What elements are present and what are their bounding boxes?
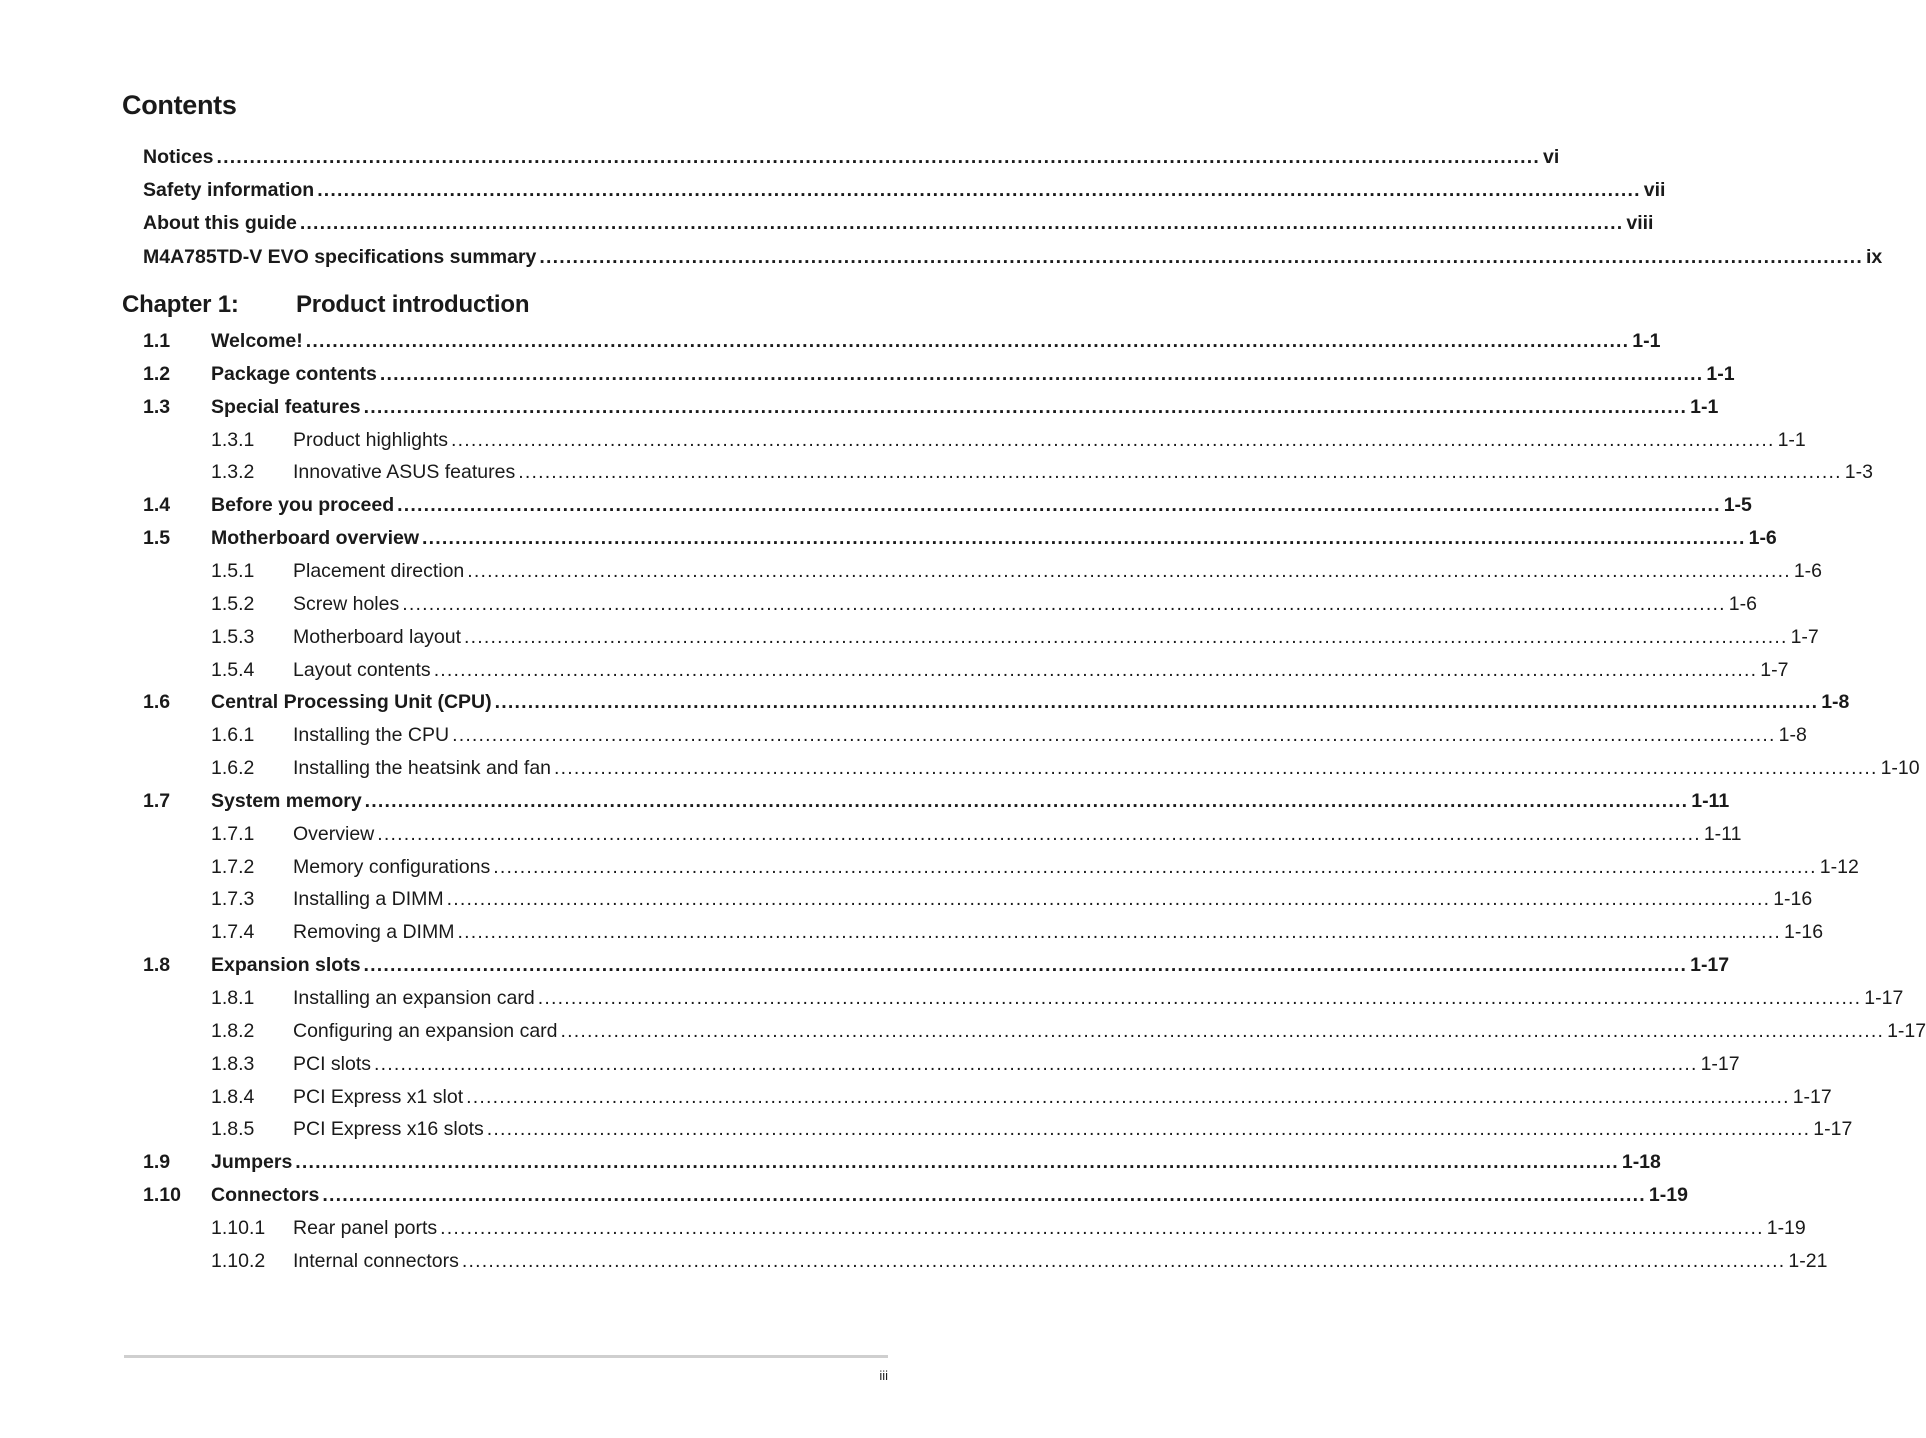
dot-leader: ........................................................................................................................................................................................................ bbox=[486, 1118, 1811, 1141]
toc-subsection-item[interactable] bbox=[211, 459, 1873, 485]
toc-subsection-item[interactable] bbox=[211, 1248, 1828, 1274]
entry-page-number: 1-17 bbox=[1864, 987, 1904, 1009]
dot-leader: ........................................................................................................................................................................................................ bbox=[467, 559, 1791, 582]
entry-number: 1.1 bbox=[143, 330, 171, 352]
toc-subsection-item[interactable] bbox=[211, 624, 1819, 650]
entry-number: 1.3 bbox=[143, 395, 171, 418]
dot-leader: ........................................................................................................................................................................................................ bbox=[363, 954, 1688, 977]
entry-page-number: viii bbox=[1626, 212, 1654, 235]
entry-number: 1.7.1 bbox=[211, 822, 255, 845]
dot-leader: ........................................................................................................................................................................................................ bbox=[364, 789, 1689, 812]
entry-page-number: 1-11 bbox=[1703, 822, 1742, 845]
dot-leader: ........................................................................................................................................................................................................ bbox=[322, 1184, 1646, 1207]
toc-front-matter-item[interactable] bbox=[143, 177, 1666, 203]
entry-page-number: 1-11 bbox=[1691, 789, 1730, 812]
entry-page-number: 1-7 bbox=[1760, 658, 1789, 681]
entry-number: 1.8.5 bbox=[211, 1118, 255, 1141]
entry-page-number: ix bbox=[1865, 245, 1883, 268]
toc-subsection-item[interactable] bbox=[211, 427, 1806, 453]
toc-section-item[interactable] bbox=[143, 492, 1752, 518]
toc-front-matter-item[interactable] bbox=[143, 210, 1654, 236]
entry-title: About this guide bbox=[143, 212, 297, 235]
entry-page-number: 1-17 bbox=[1700, 1052, 1740, 1075]
dot-leader: ........................................................................................................................................................................................................ bbox=[377, 822, 1701, 845]
entry-title: Jumpers bbox=[211, 1151, 293, 1174]
entry-title: Central Processing Unit (CPU) bbox=[211, 691, 492, 714]
entry-page-number: 1-3 bbox=[1844, 461, 1873, 484]
dot-leader: ........................................................................................................................................................................................................ bbox=[494, 691, 1819, 714]
chapter-heading bbox=[122, 291, 529, 319]
toc-section-item[interactable] bbox=[143, 328, 1661, 354]
dot-leader: ........................................................................................................................................................................................................ bbox=[374, 1052, 1698, 1075]
dot-leader: ........................................................................................................................................................................................................ bbox=[402, 592, 1726, 615]
toc-section-item[interactable] bbox=[143, 952, 1730, 978]
entry-page-number: 1-6 bbox=[1793, 559, 1822, 582]
dot-leader: ........................................................................................................................................................................................................ bbox=[305, 330, 1630, 352]
dot-leader: ........................................................................................................................................................................................................ bbox=[216, 146, 1540, 168]
toc-section-item[interactable] bbox=[143, 1182, 1688, 1208]
entry-page-number: 1-21 bbox=[1788, 1249, 1828, 1272]
entry-number: 1.5.2 bbox=[211, 592, 255, 615]
page-number: iii bbox=[879, 1368, 888, 1383]
dot-leader: ........................................................................................................................................................................................................ bbox=[422, 527, 1746, 550]
toc-subsection-item[interactable] bbox=[211, 657, 1789, 683]
entry-title: Notices bbox=[143, 146, 214, 168]
entry-title: PCI slots bbox=[293, 1052, 372, 1075]
toc-section-item[interactable] bbox=[143, 394, 1719, 420]
entry-title: Before you proceed bbox=[211, 494, 395, 517]
entry-title: Motherboard layout bbox=[293, 625, 462, 648]
entry-number: 1.5 bbox=[143, 527, 171, 550]
entry-number: 1.7.2 bbox=[211, 855, 255, 878]
entry-number: 1.5.1 bbox=[211, 559, 255, 582]
toc-section-item[interactable] bbox=[143, 689, 1850, 715]
dot-leader: ........................................................................................................................................................................................................ bbox=[560, 1019, 1885, 1042]
entry-page-number: 1-1 bbox=[1706, 362, 1735, 385]
entry-number: 1.10 bbox=[143, 1184, 181, 1207]
entry-title: Installing the CPU bbox=[293, 724, 450, 747]
toc-subsection-item[interactable] bbox=[211, 1051, 1740, 1077]
entry-title: Innovative ASUS features bbox=[293, 461, 516, 484]
entry-page-number: 1-6 bbox=[1748, 527, 1777, 550]
toc-subsection-item[interactable] bbox=[211, 1215, 1806, 1241]
entry-title: Connectors bbox=[211, 1184, 320, 1207]
entry-number: 1.8 bbox=[143, 954, 171, 977]
entry-title: Special features bbox=[211, 395, 361, 418]
entry-title: Configuring an expansion card bbox=[293, 1019, 558, 1042]
dot-leader: ........................................................................................................................................................................................................ bbox=[295, 1151, 1619, 1174]
entry-page-number: 1-1 bbox=[1777, 428, 1806, 451]
dot-leader: ........................................................................................................................................................................................................ bbox=[537, 987, 1862, 1009]
entry-page-number: vii bbox=[1643, 179, 1666, 202]
toc-subsection-item[interactable] bbox=[211, 755, 1920, 781]
toc-section-item[interactable] bbox=[143, 1149, 1661, 1175]
entry-title: Motherboard overview bbox=[211, 527, 420, 550]
entry-title: Installing an expansion card bbox=[293, 987, 535, 1009]
entry-number: 1.8.2 bbox=[211, 1019, 255, 1042]
entry-title: Package contents bbox=[211, 362, 377, 385]
entry-title: Rear panel ports bbox=[293, 1216, 438, 1239]
chapter-title: Product introduction bbox=[296, 291, 530, 318]
entry-title: Layout contents bbox=[293, 658, 431, 681]
dot-leader: ........................................................................................................................................................................................................ bbox=[379, 362, 1704, 385]
toc-section-item[interactable] bbox=[143, 788, 1730, 814]
entry-page-number: 1-10 bbox=[1880, 757, 1920, 780]
entry-number: 1.7 bbox=[143, 789, 171, 812]
entry-page-number: 1-5 bbox=[1723, 494, 1752, 517]
dot-leader: ........................................................................................................................................................................................................ bbox=[539, 245, 1863, 268]
dot-leader: ........................................................................................................................................................................................................ bbox=[451, 428, 1775, 451]
entry-number: 1.5.4 bbox=[211, 658, 255, 681]
toc-subsection-item[interactable] bbox=[211, 558, 1822, 584]
entry-page-number: 1-16 bbox=[1784, 921, 1824, 944]
entry-title: Expansion slots bbox=[211, 954, 361, 977]
dot-leader: ........................................................................................................................................................................................................ bbox=[440, 1216, 1764, 1239]
entry-number: 1.10.2 bbox=[211, 1249, 266, 1272]
dot-leader: ........................................................................................................................................................................................................ bbox=[452, 724, 1776, 747]
entry-number: 1.5.3 bbox=[211, 625, 255, 648]
entry-title: System memory bbox=[211, 789, 362, 812]
entry-number: 1.6.2 bbox=[211, 757, 255, 780]
entry-page-number: 1-19 bbox=[1648, 1184, 1688, 1207]
entry-page-number: 1-17 bbox=[1813, 1118, 1853, 1141]
entry-page-number: 1-7 bbox=[1790, 625, 1819, 648]
entry-page-number: 1-17 bbox=[1887, 1019, 1926, 1042]
entry-number: 1.6.1 bbox=[211, 724, 255, 747]
dot-leader: ........................................................................................................................................................................................................ bbox=[299, 212, 1624, 235]
entry-title: M4A785TD-V EVO specifications summary bbox=[143, 245, 537, 268]
toc-subsection-item[interactable] bbox=[211, 722, 1807, 748]
toc-front-matter-item[interactable] bbox=[143, 244, 1883, 270]
page-title: Contents bbox=[122, 90, 237, 120]
entry-page-number: 1-12 bbox=[1819, 855, 1859, 878]
toc-section-item[interactable] bbox=[143, 361, 1735, 387]
entry-title: Screw holes bbox=[293, 592, 400, 615]
dot-leader: ........................................................................................................................................................................................................ bbox=[461, 1249, 1786, 1272]
entry-number: 1.7.4 bbox=[211, 921, 255, 944]
toc-subsection-item[interactable] bbox=[211, 1018, 1926, 1044]
dot-leader: ........................................................................................................................................................................................................ bbox=[466, 1085, 1790, 1108]
dot-leader: ........................................................................................................................................................................................................ bbox=[433, 658, 1758, 681]
entry-page-number: 1-8 bbox=[1778, 724, 1807, 747]
entry-number: 1.4 bbox=[143, 494, 171, 517]
entry-title: Installing the heatsink and fan bbox=[293, 757, 552, 780]
entry-page-number: 1-19 bbox=[1766, 1216, 1806, 1239]
toc-subsection-item[interactable] bbox=[211, 985, 1904, 1011]
entry-page-number: 1-8 bbox=[1821, 691, 1850, 714]
entry-title: Removing a DIMM bbox=[293, 921, 455, 944]
entry-title: Safety information bbox=[143, 179, 315, 202]
dot-leader: ........................................................................................................................................................................................................ bbox=[464, 625, 1788, 648]
toc-subsection-item[interactable] bbox=[211, 1084, 1832, 1110]
toc-front-matter-item[interactable] bbox=[143, 144, 1560, 170]
entry-page-number: 1-1 bbox=[1690, 395, 1719, 418]
toc-subsection-item[interactable] bbox=[211, 919, 1824, 945]
entry-title: PCI Express x1 slot bbox=[293, 1085, 464, 1108]
entry-page-number: 1-1 bbox=[1632, 330, 1661, 352]
entry-title: Product highlights bbox=[293, 428, 449, 451]
dot-leader: ........................................................................................................................................................................................................ bbox=[554, 757, 1878, 780]
dot-leader: ........................................................................................................................................................................................................ bbox=[446, 888, 1771, 911]
entry-number: 1.8.1 bbox=[211, 987, 255, 1009]
entry-title: Installing a DIMM bbox=[293, 888, 444, 911]
dot-leader: ........................................................................................................................................................................................................ bbox=[317, 179, 1641, 202]
entry-title: Welcome! bbox=[211, 330, 303, 352]
entry-number: 1.6 bbox=[143, 691, 171, 714]
entry-page-number: 1-17 bbox=[1690, 954, 1730, 977]
dot-leader: ........................................................................................................................................................................................................ bbox=[518, 461, 1842, 484]
toc-subsection-item[interactable] bbox=[211, 1116, 1853, 1142]
toc-subsection-item[interactable] bbox=[211, 854, 1859, 880]
chapter-number: Chapter 1: bbox=[122, 291, 239, 318]
entry-page-number: 1-16 bbox=[1773, 888, 1813, 911]
dot-leader: ........................................................................................................................................................................................................ bbox=[493, 855, 1817, 878]
entry-number: 1.8.3 bbox=[211, 1052, 255, 1075]
toc-section-item[interactable] bbox=[143, 525, 1777, 551]
entry-title: Internal connectors bbox=[293, 1249, 459, 1272]
entry-number: 1.3.2 bbox=[211, 461, 255, 484]
entry-page-number: 1-6 bbox=[1728, 592, 1757, 615]
entry-title: PCI Express x16 slots bbox=[293, 1118, 484, 1141]
entry-number: 1.7.3 bbox=[211, 888, 255, 911]
entry-number: 1.9 bbox=[143, 1151, 171, 1174]
footer-rule bbox=[124, 1355, 888, 1358]
dot-leader: ........................................................................................................................................................................................................ bbox=[457, 921, 1782, 944]
dot-leader: ........................................................................................................................................................................................................ bbox=[363, 395, 1688, 418]
dot-leader: ........................................................................................................................................................................................................ bbox=[397, 494, 1721, 517]
entry-title: Overview bbox=[293, 822, 375, 845]
entry-page-number: 1-18 bbox=[1621, 1151, 1661, 1174]
entry-title: Memory configurations bbox=[293, 855, 491, 878]
toc-subsection-item[interactable] bbox=[211, 591, 1757, 617]
entry-number: 1.3.1 bbox=[211, 428, 255, 451]
entry-page-number: vi bbox=[1543, 146, 1560, 168]
toc-subsection-item[interactable] bbox=[211, 821, 1742, 847]
entry-number: 1.8.4 bbox=[211, 1085, 255, 1108]
toc-subsection-item[interactable] bbox=[211, 886, 1813, 912]
entry-title: Placement direction bbox=[293, 559, 465, 582]
entry-number: 1.10.1 bbox=[211, 1216, 266, 1239]
entry-page-number: 1-17 bbox=[1792, 1085, 1832, 1108]
entry-number: 1.2 bbox=[143, 362, 171, 385]
